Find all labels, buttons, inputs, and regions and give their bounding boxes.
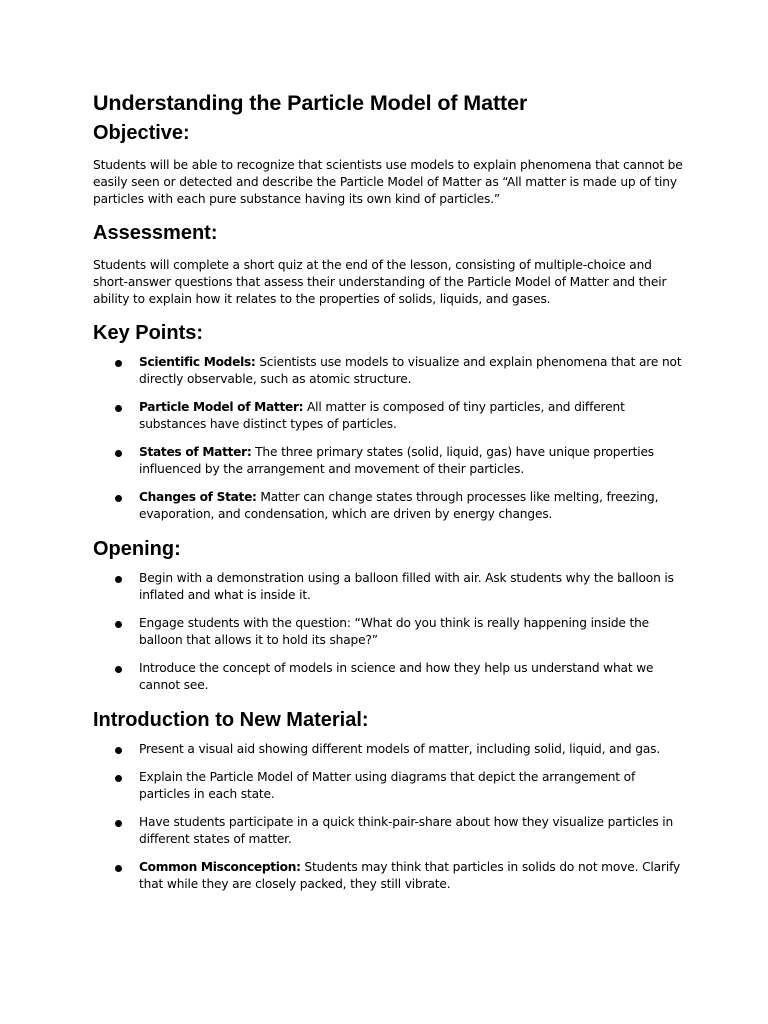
item-text: Matter can change states through processes like melting, freezing, evaporation, and condensation, which are driven by energy changes. <box>139 490 659 521</box>
opening-list <box>93 570 683 694</box>
item-text: Engage students with the question: “What do you think is really happening inside the balloon that allows it to hold its shape?” <box>139 616 650 647</box>
bullet-icon <box>115 450 122 457</box>
assessment-text: Students will complete a short quiz at the end of the lesson, consisting of multiple-choice and short-answer questions that assess their understanding of the Particle Model of Matter and their ability to explain how it relates to the properties of solids, liquids, and gases. <box>93 258 667 306</box>
list-item <box>93 444 683 478</box>
assessment-heading: Assessment: <box>93 222 218 244</box>
item-text: Students may think that particles in solids do not move. Clarify that while they are closely packed, they still vibrate. <box>139 860 681 891</box>
introduction-list <box>93 741 683 893</box>
list-item <box>93 570 683 604</box>
bullet-icon <box>115 360 122 367</box>
opening-heading: Opening: <box>93 538 181 560</box>
item-text: Explain the Particle Model of Matter using diagrams that depict the arrangement of particles in each state. <box>139 770 636 801</box>
item-term: Scientific Models: <box>139 355 256 369</box>
item-term: Particle Model of Matter: <box>139 400 304 414</box>
key-points-heading: Key Points: <box>93 322 204 344</box>
item-text: Begin with a demonstration using a balloon filled with air. Ask students why the balloon is inflated and what is inside it. <box>139 571 674 602</box>
list-item <box>93 814 683 848</box>
list-item <box>93 615 683 649</box>
bullet-icon <box>115 820 122 827</box>
document-page <box>93 88 683 904</box>
bullet-icon <box>115 405 122 412</box>
item-text: Present a visual aid showing different models of matter, including solid, liquid, and gas. <box>139 742 661 756</box>
bullet-icon <box>115 666 122 673</box>
item-text: The three primary states (solid, liquid, gas) have unique properties influenced by the arrangement and movement of their particles. <box>139 445 654 476</box>
key-points-list <box>93 354 683 523</box>
introduction-heading: Introduction to New Material: <box>93 709 369 731</box>
item-term: States of Matter: <box>139 445 252 459</box>
list-item <box>93 769 683 803</box>
list-item <box>93 489 683 523</box>
list-item <box>93 399 683 433</box>
list-item <box>93 859 683 893</box>
list-item <box>93 741 683 758</box>
bullet-icon <box>115 495 122 502</box>
objective-heading: Objective: <box>93 122 190 144</box>
bullet-icon <box>115 865 122 872</box>
bullet-icon <box>115 576 122 583</box>
list-item <box>93 354 683 388</box>
objective-text: Students will be able to recognize that scientists use models to explain phenomena that cannot be easily seen or detected and describe the Particle Model of Matter as “All matter is made up of tiny particles with each pure substance having its own kind of particles.” <box>93 158 683 206</box>
bullet-icon <box>115 747 122 754</box>
document-title: Understanding the Particle Model of Matter <box>93 91 528 115</box>
item-text: All matter is composed of tiny particles, and different substances have distinct types of particles. <box>139 400 625 431</box>
list-item <box>93 660 683 694</box>
item-term: Changes of State: <box>139 490 257 504</box>
item-text: Scientists use models to visualize and explain phenomena that are not directly observable, such as atomic structure. <box>139 355 682 386</box>
bullet-icon <box>115 621 122 628</box>
item-text: Have students participate in a quick think-pair-share about how they visualize particles in different states of matter. <box>139 815 674 846</box>
item-text: Introduce the concept of models in science and how they help us understand what we cannot see. <box>139 661 654 692</box>
item-term: Common Misconception: <box>139 860 301 874</box>
bullet-icon <box>115 775 122 782</box>
